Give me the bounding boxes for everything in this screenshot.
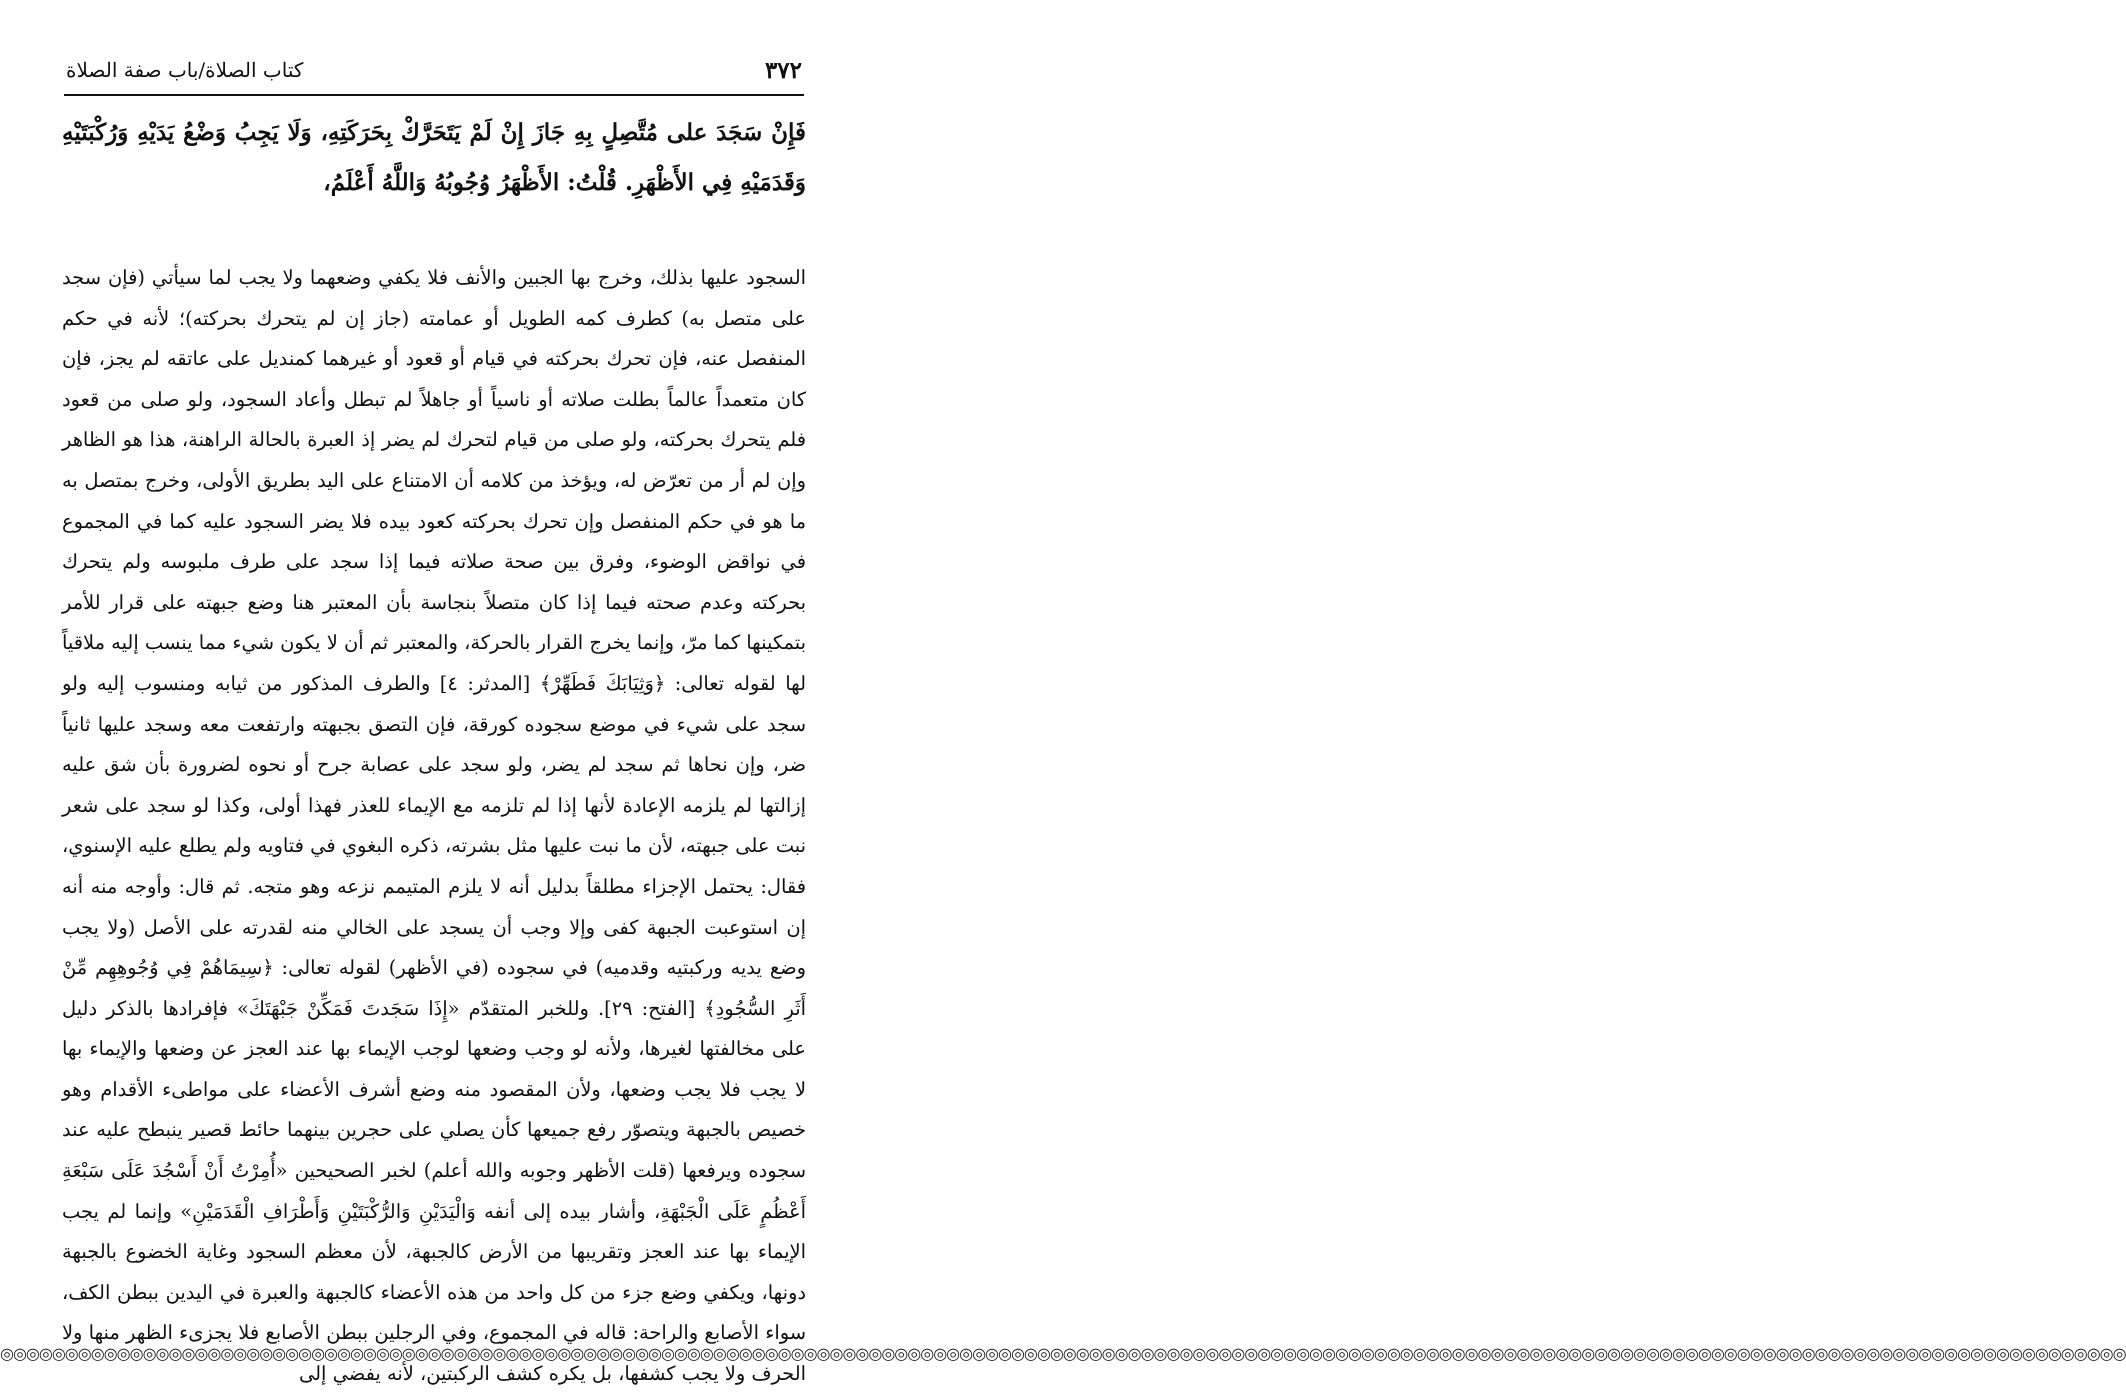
commentary-text <box>62 258 806 1395</box>
page-header <box>66 52 802 88</box>
header-divider <box>64 94 804 96</box>
ornamental-border: ◎◎◎◎◎◎◎◎◎◎◎◎◎◎◎◎◎◎◎◎◎◎◎◎◎◎◎◎◎◎◎◎◎◎◎◎◎◎◎◎◎◎◎◎◎◎◎◎◎◎◎◎◎◎◎◎◎◎◎◎◎◎◎◎◎◎◎◎◎◎◎◎◎◎◎◎◎◎◎◎◎◎◎◎◎◎◎◎◎◎◎◎◎◎◎◎◎◎◎◎◎◎◎◎◎◎◎◎◎◎◎◎◎◎◎◎◎◎◎◎◎◎◎◎◎◎◎◎◎◎◎◎◎◎◎◎◎◎◎◎◎◎◎◎◎◎◎◎◎◎◎◎◎◎◎◎◎◎◎◎◎◎◎◎ <box>0 1344 2126 1363</box>
matn-text: فَإِنْ سَجَدَ على مُتَّصِلٍ بِهِ جَازَ إِنْ لَمْ يَتَحَرَّكْ بِحَرَكَتِهِ، وَلَا يَجِبُ وَضْعُ يَدَيْهِ وَرُكْبَتَيْهِ وَقَدَمَيْهِ فِي الأَظْهَرِ. قُلْتُ: الأَظْهَرُ وُجُوبُهُ وَاللَّهُ أَعْلَمُ، <box>62 119 806 196</box>
chapter-title: كتاب الصلاة/باب صفة الصلاة <box>66 58 304 82</box>
page-number: ٣٧٢ <box>764 56 802 84</box>
commentary-paragraph: السجود عليها بذلك، وخرج بها الجبين والأنف فلا يكفي وضعهما ولا يجب لما سيأتي (فإن سجد على متصل به) كطرف كمه الطويل أو عمامته (جاز إن لم يتحرك بحركته)؛ لأنه في حكم المنفصل عنه، فإن تحرك بحركته في قيام أو قعود أو غيرهما كمنديل على عاتقه لم يجز، فإن كان متعمداً عالماً بطلت صلاته أو ناسياً أو جاهلاً لم تبطل وأعاد السجود، ولو صلى من قعود فلم يتحرك بحركته، ولو صلى من قيام لتحرك لم يضر إذ العبرة بالحالة الراهنة، هذا هو الظاهر وإن لم أر من تعرّض له، ويؤخذ من كلامه أن الامتناع على اليد بطريق الأولى، وخرج بمتصل به ما هو في حكم المنفصل وإن تحرك بحركته كعود بيده فلا يضر السجود عليه كما في المجموع في نواقض الوضوء، وفرق بين صحة صلاته فيما إذا سجد على طرف ملبوسه ولم يتحرك بحركته وعدم صحته فيما إذا كان متصلاً بنجاسة بأن المعتبر هنا وضع جبهته على قرار للأمر بتمكينها كما مرّ، وإنما يخرج القرار بالحركة، والمعتبر ثم أن لا يكون شيء مما ينسب إليه ملاقياً لها لقوله تعالى: ﴿وَثِيَابَكَ فَطَهِّرْ﴾ [المدثر: ٤] والطرف المذكور من ثيابه ومنسوب إليه ولو سجد على شيء في موضع سجوده كورقة، فإن التصق بجبهته وارتفعت معه وسجد عليها ثانياً ضر، وإن نحاها ثم سجد لم يضر، ولو سجد على عصابة جرح أو نحوه لضرورة بأن شق عليه إزالتها لم يلزمه الإعادة لأنها إذا لم تلزمه مع الإيماء للعذر فهذا أولى، وكذا لو سجد على شعر نبت على جبهته، لأن ما نبت عليها مثل بشرته، ذكره البغوي في فتاويه ولم يطلع عليه الإسنوي، فقال: يحتمل الإجزاء مطلقاً بدليل أنه لا يلزم المتيمم نزعه وهو متجه. ثم قال: وأوجه منه أنه إن استوعبت الجبهة كفى وإلا وجب أن يسجد على الخالي منه لقدرته على الأصل (ولا يجب وضع يديه وركبتيه وقدميه) في سجوده (في الأظهر) لقوله تعالى: ﴿سِيمَاهُمْ فِي وُجُوهِهِم مِّنْ أَثَرِ السُّجُودِ﴾ [الفتح: ٢٩]. وللخبر المتقدّم «إِذَا سَجَدتَ فَمَكِّنْ جَبْهَتَكَ» فإفرادها بالذكر دليل على مخالفتها لغيرها، ولأنه لو وجب وضعها لوجب الإيماء بها عند العجز عن وضعها والإيماء بها لا يجب فلا يجب وضعها، ولأن المقصود منه وضع أشرف الأعضاء على مواطىء الأقدام وهو خصيص بالجبهة ويتصوّر رفع جميعها كأن يصلي على حجرين بينهما حائط قصير ينبطح عليه عند سجوده ويرفعها (قلت الأظهر وجوبه والله أعلم) لخبر الصحيحين «أُمِرْتُ أَنْ أَسْجُدَ عَلَى سَبْعَةِ أَعْظُمٍ عَلَى الْجَبْهَةِ، وأشار بيده إلى أنفه وَالْيَدَيْنِ وَالرُّكْبَتَيْنِ وَأَطْرَافِ الْقَدَمَيْنِ» وإنما لم يجب الإيماء بها عند العجز وتقريبها من الأرض كالجبهة، لأن معظم السجود وغاية الخضوع بالجبهة دونها، ويكفي وضع جزء من كل واحد من هذه الأعضاء كالجبهة والعبرة في اليدين ببطن الكف، سواء الأصابع والراحة: قاله في المجموع، وفي الرجلين ببطن الأصابع فلا يجزىء الظهر منها ولا الحرف ولا يجب كشفها، بل يكره كشف الركبتين، لأنه يفضي إلى <box>62 266 807 1386</box>
